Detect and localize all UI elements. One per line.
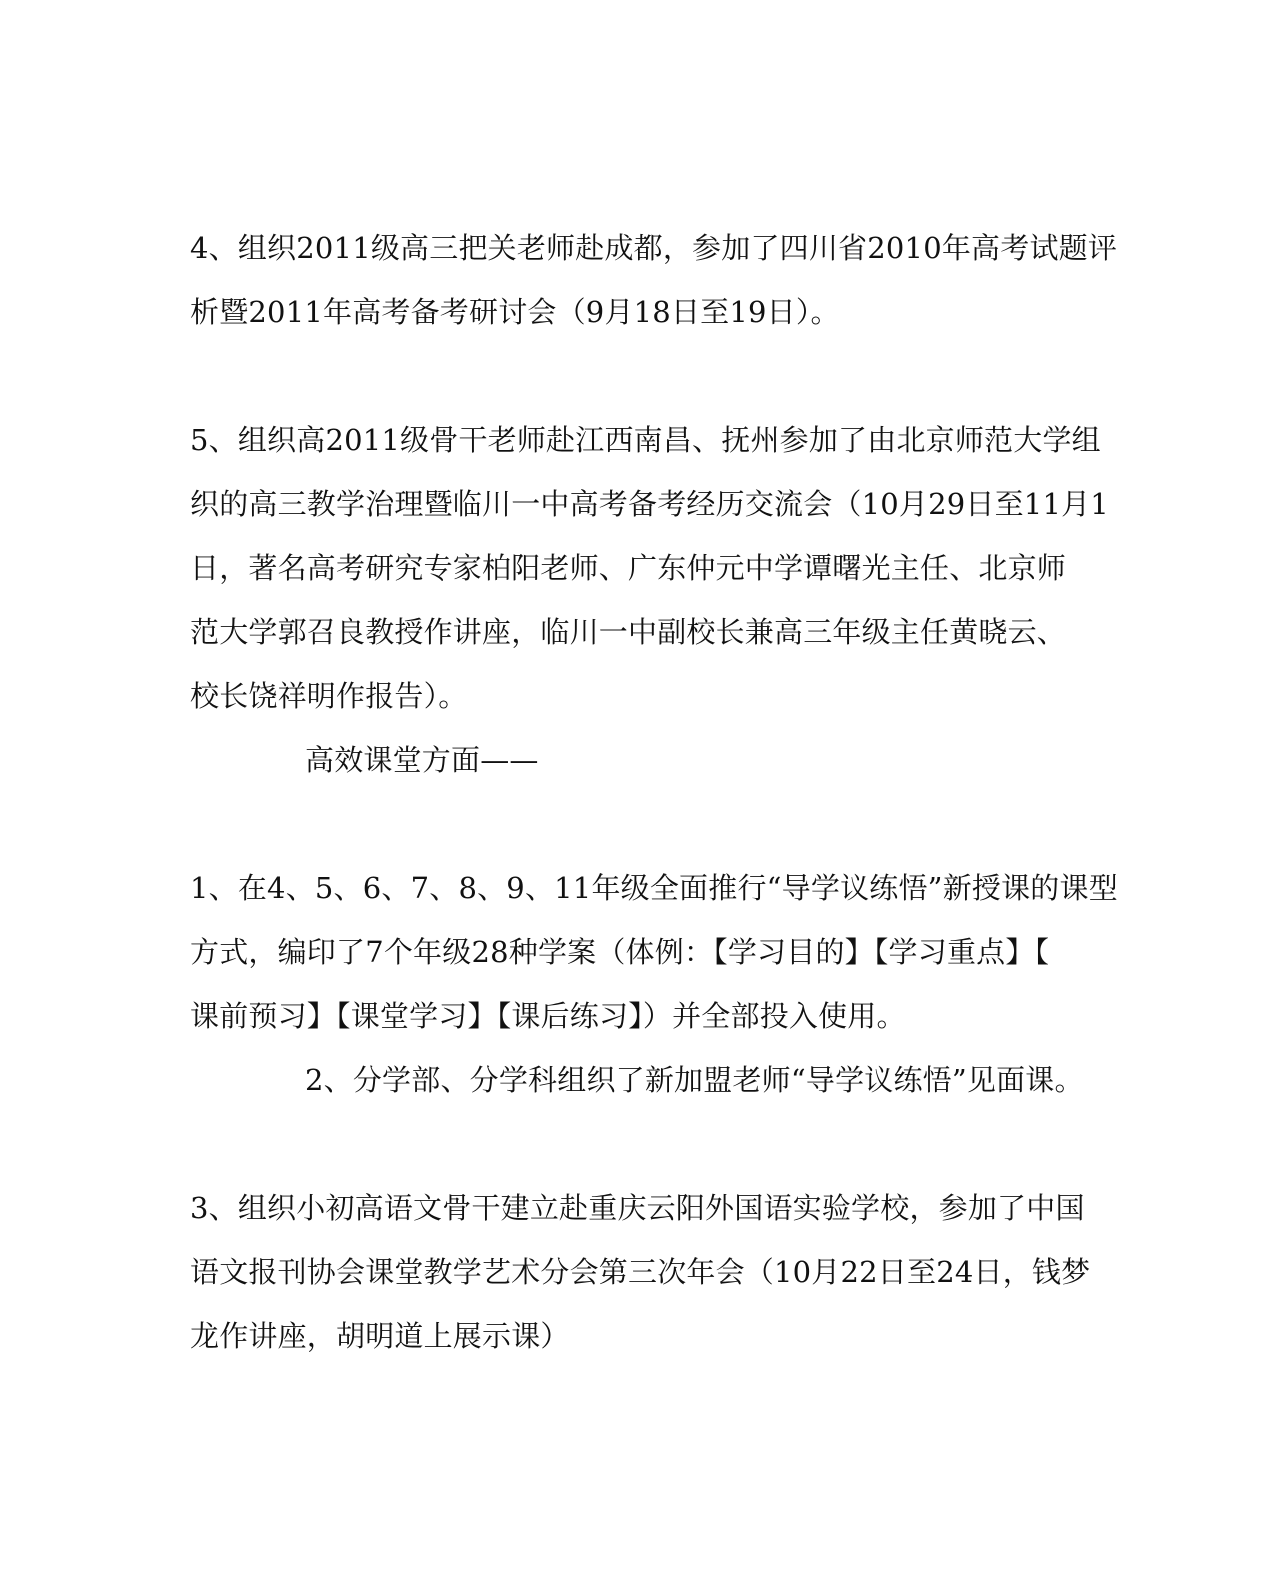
item-1-line-1: 1、在4、5、6、7、8、9、11年级全面推行“导学议练悟”新授课的课型 xyxy=(190,871,1118,905)
section-heading: 高效课堂方面—— xyxy=(305,743,539,777)
paragraph-4-line-1: 4、组织2011级高三把关老师赴成都，参加了四川省2010年高考试题评 xyxy=(190,231,1118,265)
paragraph-5-line-2: 织的高三教学治理暨临川一中高考备考经历交流会（10月29日至11月1 xyxy=(190,487,1109,521)
item-3-line-1: 3、组织小初高语文骨干建立赴重庆云阳外国语实验学校，参加了中国 xyxy=(190,1191,1085,1225)
item-1-line-2: 方式，编印了7个年级28种学案（体例：【学习目的】【学习重点】【 xyxy=(190,935,1050,969)
item-2-line-1: 2、分学部、分学科组织了新加盟老师“导学议练悟”见面课。 xyxy=(305,1063,1084,1097)
item-1-line-3: 课前预习】【课堂学习】【课后练习】）并全部投入使用。 xyxy=(190,999,906,1033)
paragraph-5-line-4: 范大学郭召良教授作讲座，临川一中副校长兼高三年级主任黄晓云、 xyxy=(190,615,1067,649)
paragraph-5-line-1: 5、组织高2011级骨干老师赴江西南昌、抚州参加了由北京师范大学组 xyxy=(190,423,1101,457)
paragraph-4-line-2: 析暨2011年高考备考研讨会（9月18日至19日）。 xyxy=(190,295,840,329)
item-3-line-3: 龙作讲座，胡明道上展示课） xyxy=(190,1319,570,1353)
paragraph-5-line-3: 日，著名高考研究专家柏阳老师、广东仲元中学谭曙光主任、北京师 xyxy=(190,551,1067,585)
paragraph-5-line-5: 校长饶祥明作报告）。 xyxy=(190,679,468,713)
item-3-line-2: 语文报刊协会课堂教学艺术分会第三次年会（10月22日至24日，钱梦 xyxy=(190,1255,1091,1289)
